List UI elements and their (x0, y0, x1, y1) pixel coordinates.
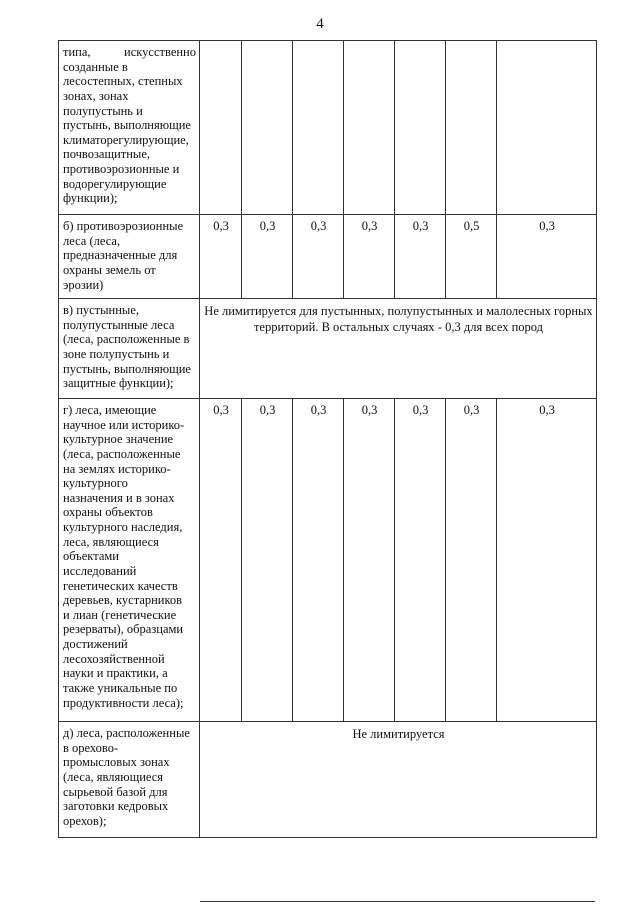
description-line: зонах, зонах (63, 88, 129, 103)
description-line: почвозащитные, (63, 147, 150, 162)
table-row (59, 299, 597, 399)
description-line: (леса, расположенные в (63, 332, 190, 347)
value-cell: 0,3 (497, 399, 597, 722)
limits-table (58, 40, 597, 838)
table-row (59, 722, 597, 838)
value-cell (293, 41, 344, 215)
description-line: культурного (63, 476, 128, 491)
description-line: функции); (63, 191, 118, 206)
description-line: сырьевой базой для (63, 784, 168, 799)
row-description (59, 722, 200, 838)
table-row (59, 399, 597, 722)
description-line: культурное значение (63, 432, 174, 447)
description-line: продуктивности леса); (63, 695, 184, 710)
description-line: климаторегулирующие, (63, 132, 189, 147)
table-row (59, 215, 597, 299)
value-cell: 0,3 (293, 215, 344, 299)
description-line: в орехово- (63, 740, 119, 755)
description-line: (леса, являющиеся (63, 769, 164, 784)
description-line: назначения и в зонах (63, 490, 175, 505)
description-line: водорегулирующие (63, 176, 167, 191)
value-cell (200, 41, 242, 215)
description-line: в) пустынные, (63, 303, 139, 317)
value-cell (242, 41, 293, 215)
value-cell (446, 41, 497, 215)
description-line: полупустынь и (63, 103, 143, 118)
value-cell (395, 41, 446, 215)
description-line: культурного наследия, (63, 520, 183, 534)
description-line: леса (леса, (63, 233, 121, 248)
description-line: лесохозяйственной (63, 651, 165, 666)
value-cell: 0,3 (395, 399, 446, 722)
description-line: зоне полупустынь и (63, 346, 170, 361)
description-line: охраны объектов (63, 505, 153, 520)
description-line: орехов); (63, 813, 107, 828)
description-line: б) противоэрозионные (63, 219, 184, 233)
value-cell: 0,3 (200, 399, 242, 722)
description-line: пустынь, выполняющие (63, 361, 191, 376)
value-cell: 0,3 (200, 215, 242, 299)
row-description (59, 399, 200, 722)
value-cell: 0,3 (446, 399, 497, 722)
value-cell: 0,3 (497, 215, 597, 299)
table-row (59, 41, 597, 215)
description-line: леса, являющиеся (63, 534, 159, 549)
description-line: эрозии) (63, 277, 104, 292)
row-description (59, 215, 200, 299)
description-line: пустынь, выполняющие (63, 118, 191, 133)
description-line: исследований (63, 563, 137, 578)
description-line: науки и практики, а (63, 666, 168, 681)
description-line: (леса, расположенные (63, 446, 181, 461)
description-line: г) леса, имеющие (63, 403, 157, 417)
value-cell: 0,3 (242, 215, 293, 299)
value-cell: 0,3 (395, 215, 446, 299)
description-line: лесостепных, степных (63, 74, 183, 89)
description-line: предназначенные для (63, 248, 178, 263)
page-number: 4 (316, 16, 324, 32)
value-cell: 0,3 (344, 215, 395, 299)
row-description (59, 41, 200, 215)
value-cell: 0,5 (446, 215, 497, 299)
row-description (59, 299, 200, 399)
description-line: резерваты), образцами (63, 622, 184, 637)
merged-note-cell: Не лимитируется для пустынных, полупустынных и малолесных горных территорий. В остальных случаях - 0,3 для всех пород (200, 299, 597, 399)
description-line: промысловых зонах (63, 755, 170, 770)
description-line: охраны земель от (63, 262, 156, 277)
bottom-border-line (200, 901, 595, 902)
description-line: противоэрозионные и (63, 162, 180, 176)
description-line: заготовки кедровых (63, 799, 169, 814)
description-line: типа, искусственно созданные в (63, 45, 196, 74)
value-cell: 0,3 (293, 399, 344, 722)
value-cell (344, 41, 395, 215)
description-line: научное или историко- (63, 417, 185, 432)
description-line: достижений (63, 637, 128, 651)
description-line: и лиан (генетические (63, 607, 177, 622)
value-cell (497, 41, 597, 215)
merged-note-cell: Не лимитируется (200, 722, 597, 838)
description-line: д) леса, расположенные (63, 726, 190, 740)
description-line: деревьев, кустарников (63, 593, 183, 608)
description-line: полупустынные леса (63, 317, 175, 332)
description-line: объектами (63, 549, 119, 564)
description-line: на землях историко- (63, 461, 171, 476)
description-line: защитные функции); (63, 376, 174, 391)
description-line: генетических качеств (63, 578, 178, 593)
value-cell: 0,3 (344, 399, 395, 722)
description-line: также уникальные по (63, 680, 178, 695)
value-cell: 0,3 (242, 399, 293, 722)
